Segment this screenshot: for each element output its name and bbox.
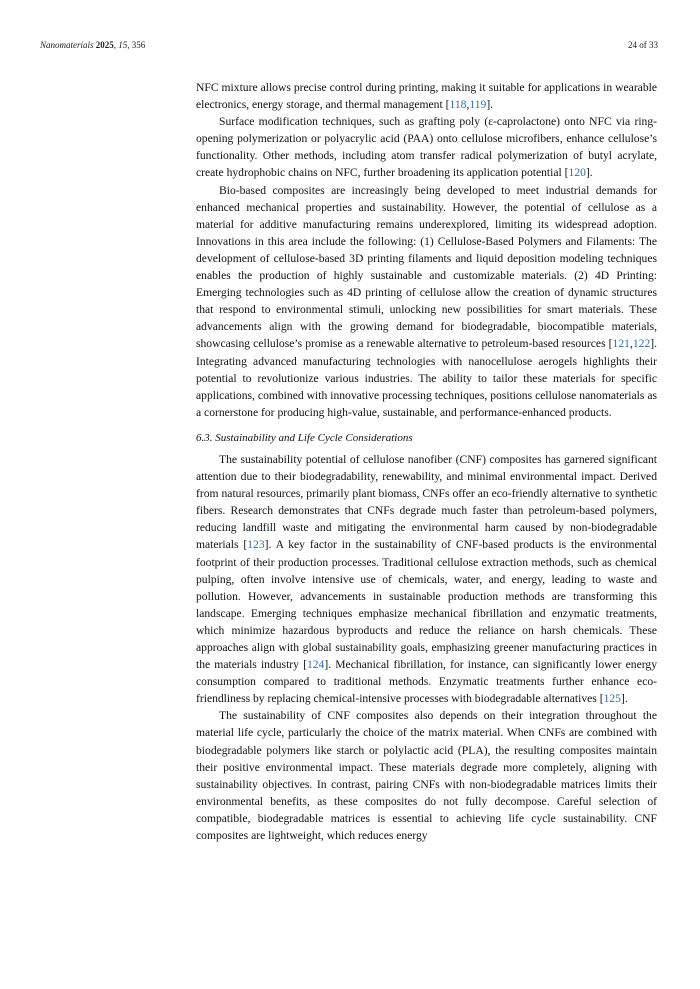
paragraph-text: ]. xyxy=(620,692,628,706)
article-number: 356 xyxy=(131,40,146,50)
journal-name: Nanomaterials xyxy=(40,40,94,50)
citation-link[interactable]: 119 xyxy=(469,98,487,112)
citation-link[interactable]: 124 xyxy=(306,658,325,672)
paragraph-text: ]. Mechanical fibrillation, for instance, can significantly lower energy consumption compared to traditional methods. Enzymatic treatments further enhance eco-friendliness by replacing chemical-intensive processes with biodegradable alternatives [ xyxy=(196,658,657,706)
body-text xyxy=(196,79,657,844)
paragraph-1 xyxy=(196,79,657,113)
running-header xyxy=(40,40,658,54)
citation-link[interactable]: 125 xyxy=(603,692,621,706)
citation-link[interactable]: 122 xyxy=(632,337,651,351)
paragraph-2 xyxy=(196,113,657,181)
paragraph-text: The sustainability potential of cellulose nanofiber (CNF) composites has garnered significant attention due to their biodegradability, renewability, and minimal environmental impact. Derived from natural resources, primarily plant biomass, CNFs offer an eco-friendly alternative to synthetic fibers. Research demonstrates that CNFs degrade much faster than petroleum-based polymers, reducing landfill waste and mitigating the environmental harm caused by non-biodegradable materials [ xyxy=(196,452,657,552)
citation-link[interactable]: 123 xyxy=(247,538,265,552)
citation-link[interactable]: 120 xyxy=(568,166,586,180)
journal-volume: 15 xyxy=(118,40,128,50)
citation-link[interactable]: 121 xyxy=(612,337,630,351)
paragraph-text: ]. Integrating advanced manufacturing technologies with nanocellulose aerogels highlights their potential to revolutionize various industries. The ability to tailor these materials for specific applications, combined with innovative processing techniques, positions cellulose nanomaterials as a cornerstone for producing high-value, sustainable, and performance-enhanced products. xyxy=(196,337,657,419)
paragraph-text: NFC mixture allows precise control during printing, making it suitable for applications in wearable electronics, energy storage, and thermal management [ xyxy=(196,81,657,112)
citation-link[interactable]: 118 xyxy=(449,98,467,112)
paragraph-text: ]. xyxy=(585,166,593,180)
paragraph-text: ]. xyxy=(486,98,494,112)
paragraph-text: , xyxy=(629,337,633,351)
paragraph-text: Bio-based composites are increasingly being developed to meet industrial demands for enhanced mechanical properties and sustainability. However, the potential of cellulose as a material for additive manufacturing remains underexplored, limiting its widespread adoption. Innovations in this area include the following: (1) Cellulose-Based Polymers and Filaments: The development of cellulose-based 3D printing filaments and liquid deposition modeling techniques enables the production of highly sustainable and customizable materials. (2) 4D Printing: Emerging technologies such as 4D printing of cellulose allow the creation of dynamic structures that respond to environmental stimuli, unlocking new possibilities for smart materials. These advancements align with the growing demand for biodegradable, biocompatible materials, showcasing cellulose’s promise as a renewable alternative to petroleum-based resources [ xyxy=(196,183,657,351)
journal-year: 2025 xyxy=(95,40,114,50)
paragraph-4 xyxy=(196,451,657,707)
paragraph-text: ]. A key factor in the sustainability of CNF-based products is the environmental footprint of their production processes. Traditional cellulose extraction methods, such as chemical pulping, often involve intensive use of chemicals, water, and energy, leading to waste and pollution. However, advancements in sustainable production methods are transforming this landscape. Emerging techniques emphasize mechanical fibrillation and enzymatic treatments, which minimize hazardous byproducts and reduce the reliance on harsh chemicals. These approaches align with global sustainability goals, emphasizing greener manufacturing practices in the materials industry [ xyxy=(196,538,657,672)
paragraph-5: The sustainability of CNF composites also depends on their integration throughout the material life cycle, particularly the choice of the matrix material. When CNFs are combined with biodegradable polymers like starch or polylactic acid (PLA), the resulting composites maintain their positive environmental impact. These materials degrade more completely, aligning with sustainability objectives. In contrast, pairing CNFs with non-biodegradable matrices limits their environmental benefits, as these composites do not fully decompose. Careful selection of compatible, biodegradable matrices is essential to achieving life cycle sustainability. CNF composites are lightweight, which reduces energy xyxy=(196,709,657,843)
section-heading: 6.3. Sustainability and Life Cycle Considerations xyxy=(196,431,413,444)
paragraph-3 xyxy=(196,182,657,421)
journal-citation: Nanomaterials 2025, 15, 356 xyxy=(40,40,146,50)
paragraph-text: Surface modification techniques, such as grafting poly (ε-caprolactone) onto NFC via ring-opening polymerization or polyacrylic acid (PAA) onto cellulose microfibers, enhance cellulose’s functionality. Other methods, including atom transfer radical polymerization of butyl acrylate, create hydrophobic chains on NFC, further broadening its application potential [ xyxy=(196,115,657,180)
page-number: 24 of 33 xyxy=(628,40,658,50)
paragraph-text: , xyxy=(466,98,470,112)
